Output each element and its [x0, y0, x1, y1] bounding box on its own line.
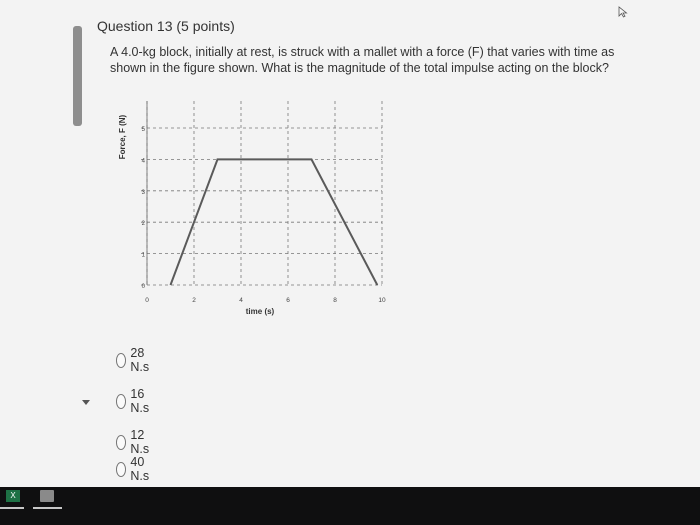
option-label: 28 N.s [130, 346, 150, 374]
x-tick-label: 10 [378, 297, 386, 304]
y-tick-label: 1 [141, 252, 145, 259]
x-axis-label: time (s) [245, 307, 275, 316]
y-tick-label: 4 [141, 158, 145, 165]
x-tick-label: 6 [286, 297, 290, 304]
y-axis-label: Force, F (N) [118, 114, 127, 160]
option-40ns[interactable] [116, 455, 154, 483]
active-app-indicator [33, 507, 62, 509]
active-app-indicator [0, 507, 24, 509]
taskbar [0, 487, 700, 525]
radio-button[interactable] [116, 353, 126, 368]
force-time-chart [100, 95, 400, 320]
option-label: 16 N.s [130, 387, 150, 415]
x-tick-label: 4 [239, 297, 243, 304]
option-12ns[interactable] [116, 428, 154, 456]
option-label: 12 N.s [130, 428, 150, 456]
question-title: Question 13 (5 points) [97, 18, 235, 34]
x-tick-label: 2 [192, 297, 196, 304]
mouse-cursor-icon [618, 6, 628, 18]
option-28ns[interactable] [116, 346, 154, 374]
y-tick-label: 2 [141, 221, 145, 228]
y-tick-label: 5 [141, 127, 145, 133]
scrollbar-thumb[interactable] [73, 26, 82, 126]
radio-button[interactable] [116, 462, 126, 477]
question-text: A 4.0-kg block, initially at rest, is struck with a mallet with a force (F) that varies with time as shown in the figure shown. What is the magnitude of the total impulse acting on the block? [110, 45, 615, 75]
file-explorer-icon[interactable] [40, 490, 54, 502]
scroll-down-arrow-icon[interactable] [82, 400, 90, 405]
option-label: 40 N.s [130, 455, 150, 483]
option-16ns[interactable] [116, 387, 154, 415]
y-tick-label: 0 [141, 284, 145, 290]
y-tick-label: 3 [141, 189, 145, 196]
excel-icon[interactable]: X [6, 490, 20, 502]
radio-button[interactable] [116, 435, 126, 450]
radio-button[interactable] [116, 394, 126, 409]
x-tick-label: 8 [333, 297, 337, 304]
x-tick-label: 0 [145, 297, 149, 304]
